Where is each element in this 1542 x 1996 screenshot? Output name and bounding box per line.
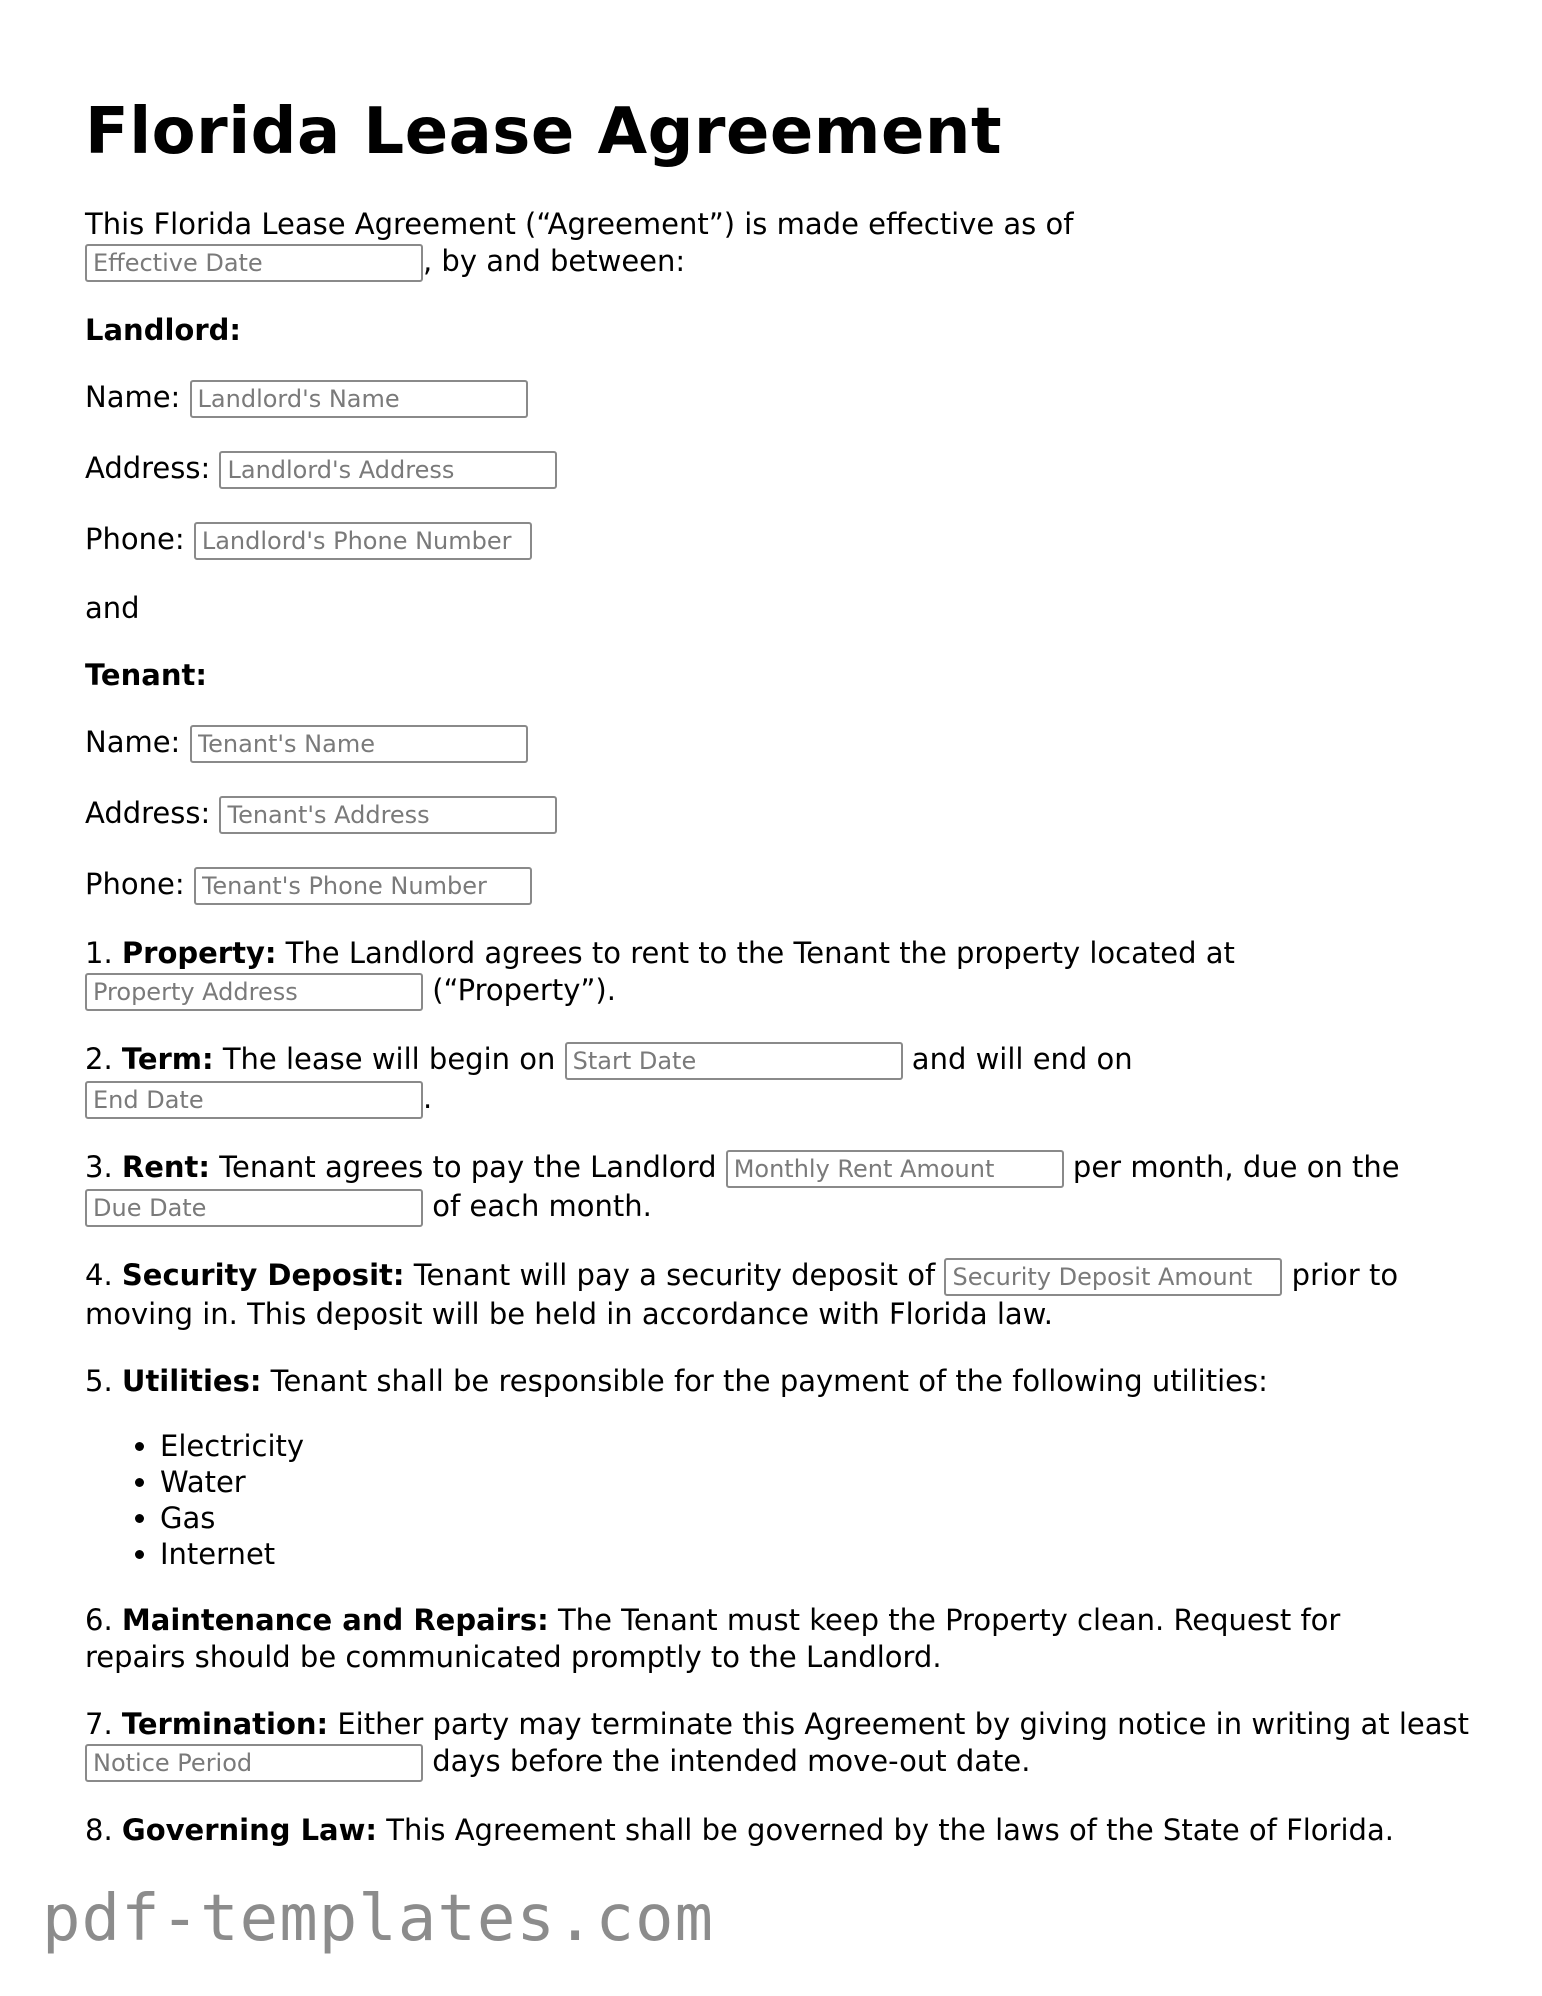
section-maintenance <box>85 1602 1435 1676</box>
section-title: Termination: <box>121 1707 329 1741</box>
landlord-phone-label: Phone: <box>85 522 185 556</box>
section-text-after: (“Property”). <box>423 973 616 1007</box>
landlord-name-label: Name: <box>85 380 181 414</box>
utilities-list <box>85 1428 1485 1572</box>
section-text: Tenant agrees to pay the Landlord <box>210 1150 726 1184</box>
section-number: 1. <box>85 936 113 970</box>
landlord-address-row <box>85 450 1485 489</box>
section-text-after: of each month. <box>423 1189 652 1223</box>
section-number: 5. <box>85 1364 113 1398</box>
section-number: 8. <box>85 1813 113 1847</box>
security-deposit-input[interactable] <box>944 1258 1282 1296</box>
section-number: 6. <box>85 1603 113 1637</box>
tenant-phone-row <box>85 866 1485 905</box>
list-item: • Internet <box>160 1536 1485 1572</box>
section-text-after: prior to moving in. This deposit will be held in accordance with Florida law. <box>85 1258 1399 1331</box>
section-text: The Landlord agrees to rent to the Tenant the property located at <box>276 936 1235 970</box>
tenant-heading: Tenant: <box>85 658 207 692</box>
effective-date-input[interactable] <box>85 244 423 282</box>
section-law <box>85 1812 1505 1849</box>
section-text: This Agreement shall be governed by the laws of the State of Florida. <box>377 1813 1394 1847</box>
section-number: 4. <box>85 1258 113 1292</box>
tenant-address-row <box>85 795 1485 834</box>
tenant-phone-input[interactable] <box>194 867 532 905</box>
intro-paragraph <box>85 206 1185 282</box>
section-text-after: days before the intended move-out date. <box>423 1744 1031 1778</box>
tenant-name-row <box>85 724 1485 763</box>
landlord-phone-row <box>85 521 1485 560</box>
landlord-name-input[interactable] <box>190 380 528 418</box>
section-text-after: . <box>423 1081 433 1115</box>
list-item: • Gas <box>160 1500 1485 1536</box>
watermark: pdf-templates.com <box>42 1882 715 1956</box>
section-title: Maintenance and Repairs: <box>121 1603 549 1637</box>
landlord-address-input[interactable] <box>219 451 557 489</box>
property-address-input[interactable] <box>85 973 423 1011</box>
due-date-input[interactable] <box>85 1189 423 1227</box>
section-utilities <box>85 1363 1485 1400</box>
section-text-middle: and will end on <box>902 1042 1133 1076</box>
page-title: Florida Lease Agreement <box>85 95 1003 169</box>
section-text: The lease will begin on <box>213 1042 565 1076</box>
landlord-name-row <box>85 379 1485 418</box>
monthly-rent-input[interactable] <box>726 1150 1064 1188</box>
start-date-input[interactable] <box>565 1042 903 1080</box>
section-title: Term: <box>121 1042 214 1076</box>
landlord-heading: Landlord: <box>85 313 241 347</box>
landlord-phone-input[interactable] <box>194 522 532 560</box>
tenant-name-label: Name: <box>85 725 181 759</box>
section-title: Utilities: <box>121 1364 262 1398</box>
list-item: • Electricity <box>160 1428 1485 1464</box>
intro-text: This Florida Lease Agreement (“Agreement”) is made effective as of <box>85 207 1074 241</box>
tenant-address-label: Address: <box>85 796 211 830</box>
tenant-name-input[interactable] <box>190 725 528 763</box>
section-title: Governing Law: <box>121 1813 378 1847</box>
section-title: Security Deposit: <box>121 1258 405 1292</box>
intro-text-after: , by and between: <box>423 244 686 278</box>
lease-document <box>85 95 1485 1849</box>
section-rent <box>85 1149 1485 1227</box>
section-text: The Tenant must keep the Property clean. Request for repairs should be communicated promptly to the Landlord. <box>85 1603 1341 1674</box>
landlord-address-label: Address: <box>85 451 211 485</box>
section-deposit <box>85 1257 1485 1333</box>
section-title: Rent: <box>121 1150 210 1184</box>
section-title: Property: <box>121 936 277 970</box>
section-text: Either party may terminate this Agreement by giving notice in writing at least <box>328 1707 1469 1741</box>
tenant-address-input[interactable] <box>219 796 557 834</box>
section-number: 2. <box>85 1042 113 1076</box>
end-date-input[interactable] <box>85 1081 423 1119</box>
section-number: 7. <box>85 1707 113 1741</box>
section-termination <box>85 1706 1485 1782</box>
list-item: • Water <box>160 1464 1485 1500</box>
section-text-middle: per month, due on the <box>1063 1150 1400 1184</box>
section-term <box>85 1041 1435 1119</box>
section-text: Tenant shall be responsible for the payment of the following utilities: <box>261 1364 1268 1398</box>
tenant-phone-label: Phone: <box>85 867 185 901</box>
section-text: Tenant will pay a security deposit of <box>404 1258 945 1292</box>
section-number: 3. <box>85 1150 113 1184</box>
and-text: and <box>85 591 140 625</box>
notice-period-input[interactable] <box>85 1744 423 1782</box>
section-property <box>85 935 1435 1011</box>
